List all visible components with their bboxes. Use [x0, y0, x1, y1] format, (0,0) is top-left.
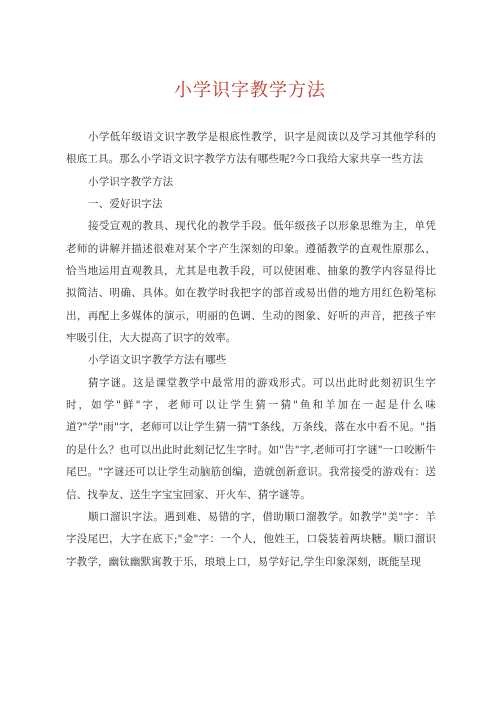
- body-paragraph: 顺口溜识字法。遇到难、易错的字，借助顺口溜教学。如教学"美"字：羊字没尾巴，大字在底下;"金"字：一个人，他姓王，口袋装着两块糖。顺口溜识字教学，幽钛幽默寓教于乐，琅琅上口，易学好记,学生印象深刻，既能呈现: [66, 510, 436, 568]
- document-body: [66, 126, 436, 573]
- intro-paragraph: 小学低年级语文识字教学是根底性教学，识字是阅读以及学习其他学科的根底工具。那么小学语文识字教学方法有哪些呢?今口我给大家共享一些方法: [66, 131, 436, 166]
- section-heading: 小学识字教学方法: [88, 175, 174, 188]
- body-paragraph: 接受宣观的教具、现代化的教学手段。低年级孩子以形象思维为主，单凭老师的讲解并描述很难对某个字产生深刻的印象。遵循教学的直观性原那么，恰当地运用直观教具，尤其是电教手段，可以使困难、抽象的教学内容显得比拟简洁、明确、具体。如在教学时我把字的部首或易出借的地方用红色粉笔标出，再配上多媒体的演示，明丽的色调、生动的图象、好听的声音，把孩子牢牢吸引住，大大提高了识字的效率。: [66, 220, 436, 345]
- subsection-heading: 一、爱好识字法: [88, 198, 163, 211]
- document-title: 小学识字教学方法: [174, 80, 326, 101]
- section-heading: 小学语文识字教学方法有哪些: [88, 354, 227, 367]
- body-paragraph: 猜字谜。这是课堂教学中最常用的游戏形式。可以出此时此刻初识生字时，如学"鲜"字，老师可以让学生猜一猜"鱼和羊加在一起是什么味道?"学"雨"字，老师可以让学生猜一猜"T条线，万条线，落在水中看不见。"指的是什么？也可以出此时此刻记忆生字时。如"告"字,老师可打字谜"一口咬断牛尾巴。"字谜还可以让学生动脑筋创编，造就创新意识。我常接受的游戏有：送信、找拳友、送生字宝宝回家、开火车、猜字谜等。: [66, 376, 436, 501]
